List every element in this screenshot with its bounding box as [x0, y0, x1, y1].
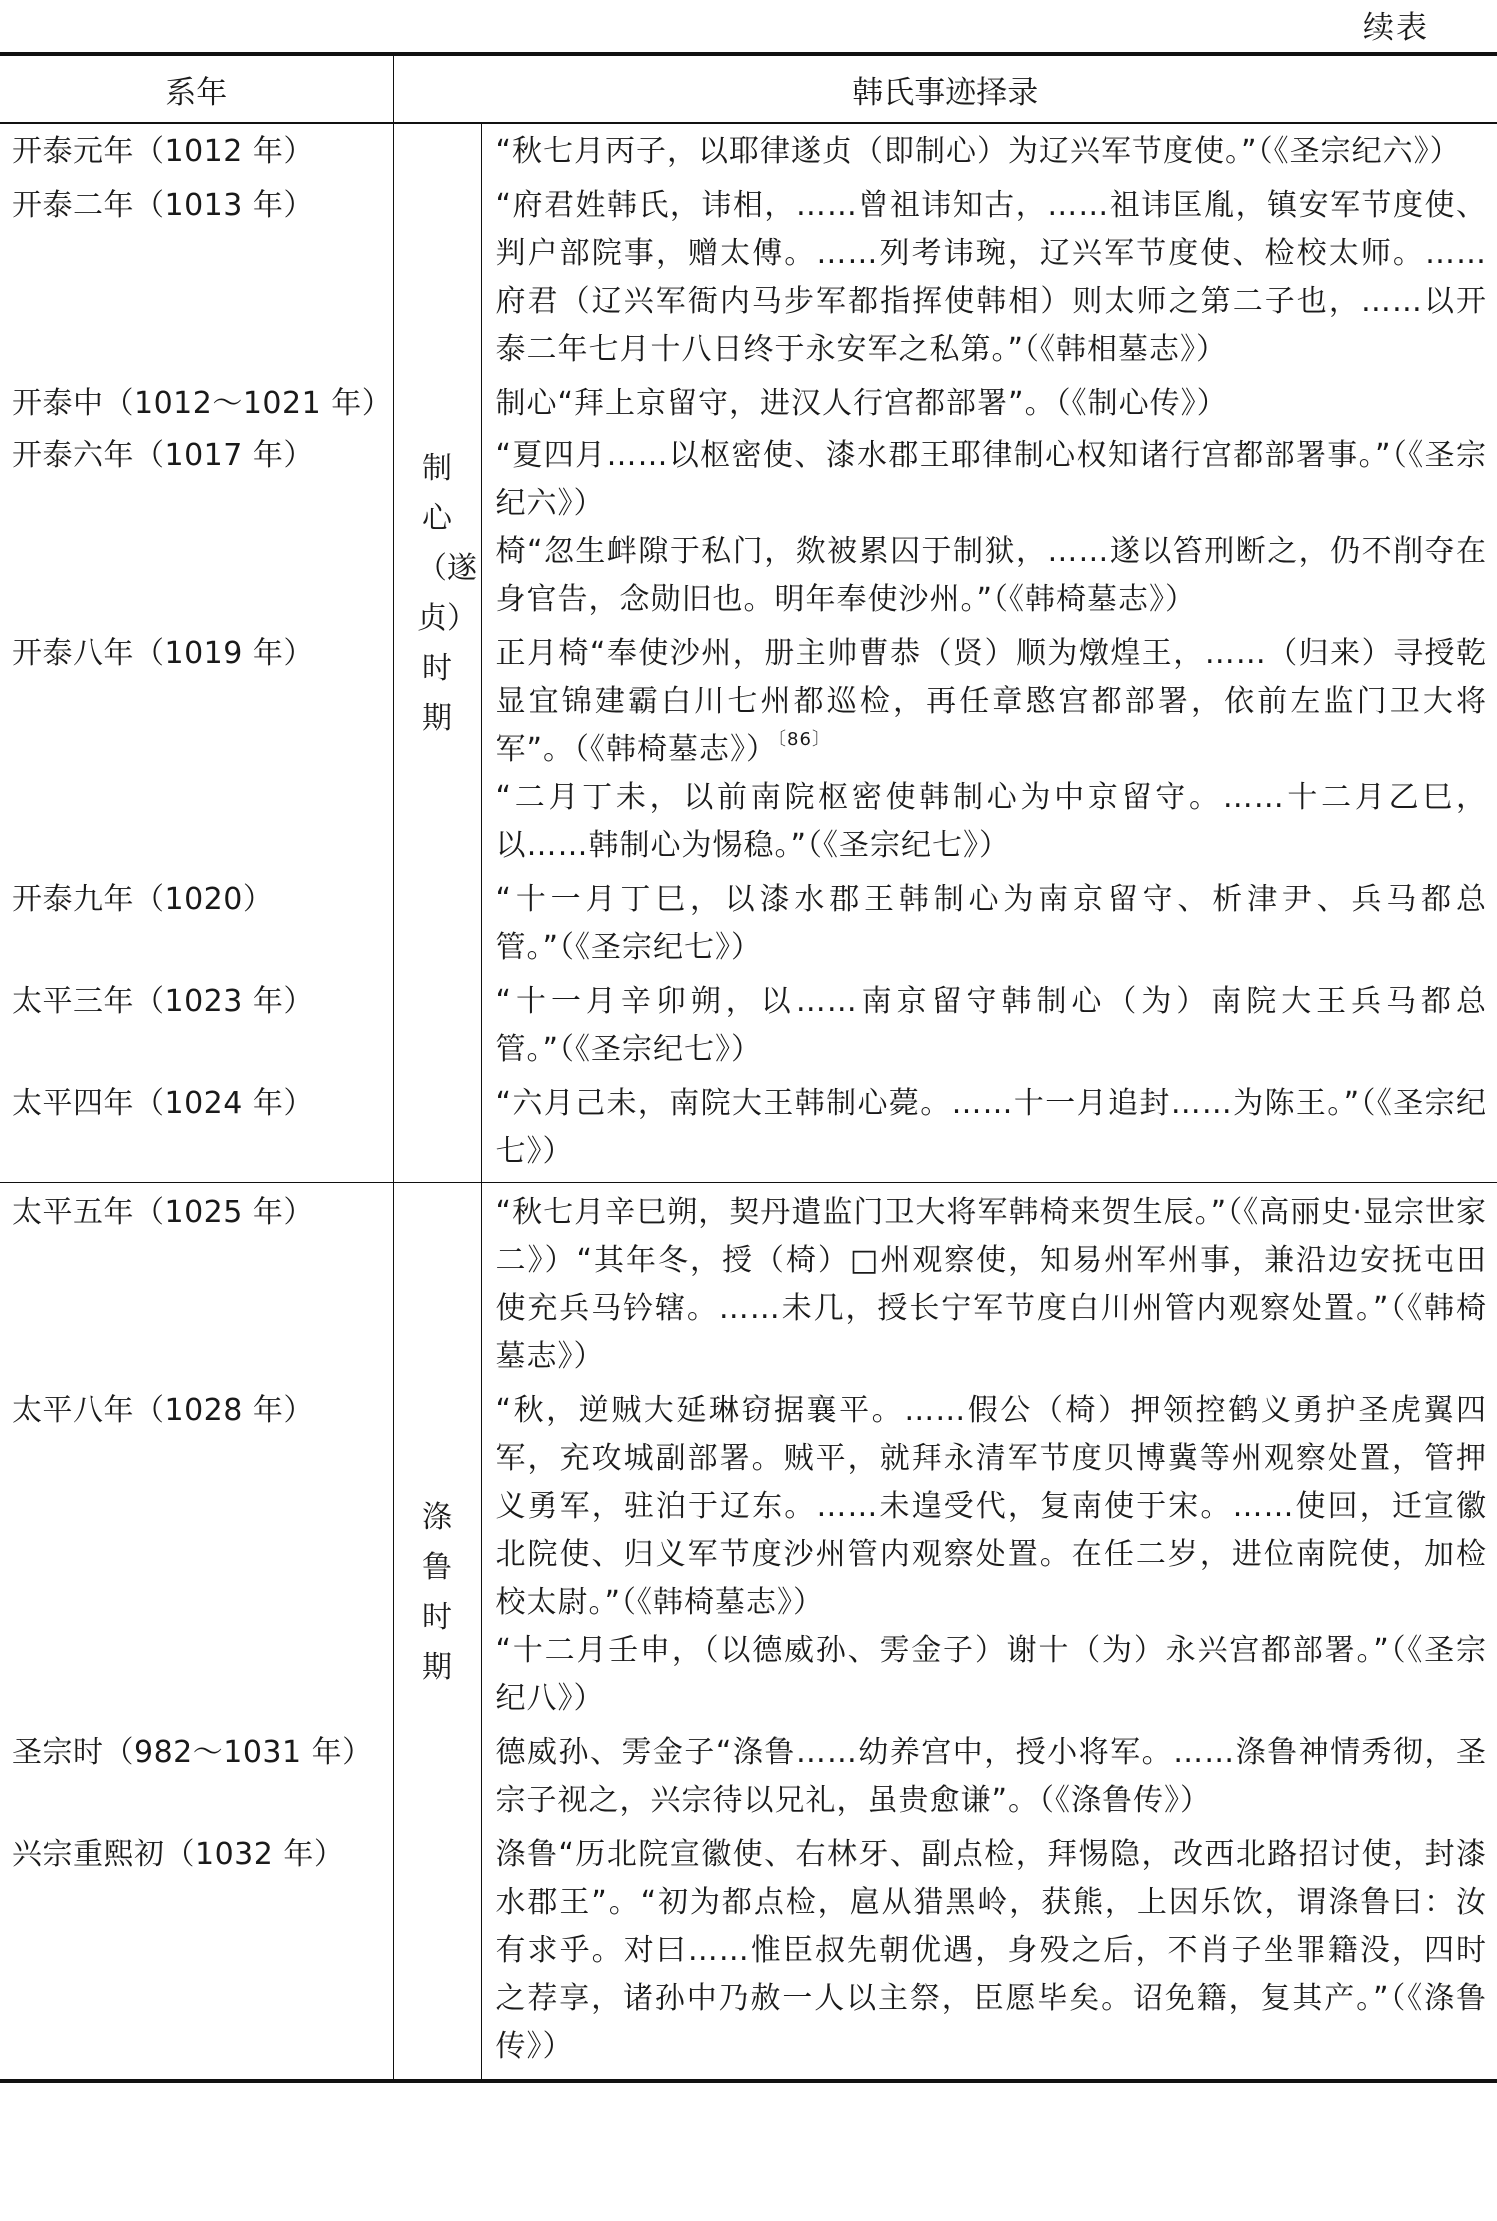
year-cell: 兴宗重熙初（1032 年） — [12, 1837, 345, 1872]
event-text: “夏四月……以枢密使、漆水郡王耶律制心权知诸行宫都部署事。”（《圣宗纪六》） — [495, 438, 1487, 521]
year-cell: 开泰六年（1017 年） — [12, 438, 314, 473]
event-text — [496, 630, 1488, 774]
table-row — [0, 176, 1497, 374]
year-cell: 开泰八年（1019 年） — [12, 636, 314, 671]
events-cell — [481, 374, 1497, 428]
year-cell: 开泰二年（1013 年） — [12, 188, 314, 223]
event-text: “秋七月丙子，以耶律遂贞（即制心）为辽兴军节度使。”（《圣宗纪六》） — [495, 134, 1461, 169]
period-cell-dilu — [393, 1183, 481, 2080]
event-text: 德威孙、雱金子“涤鲁……幼养宫中，授小将军。……涤鲁神情秀彻，圣宗子视之，兴宗待以兄礼，虽贵愈谦”。（《涤鲁传》） — [495, 1735, 1487, 1818]
event-text: “秋，逆贼大延琳窃据襄平。……假公（椅）押领控鹤义勇护圣虎翼四军，充攻城副部署。贼平，就拜永清军节度贝博冀等州观察处置，管押义勇军，驻泊于辽东。……未遑受代，复南使于宋。……使回，迁宣徽北院使、归义军节度沙州管内观察处置。在任二岁，进位南院使，加检校太尉。”（《韩椅墓志》） — [495, 1393, 1487, 1620]
events-cell — [481, 624, 1497, 870]
table-row — [0, 870, 1497, 972]
year-cell: 太平八年（1028 年） — [12, 1393, 314, 1428]
events-cell — [481, 1183, 1497, 1382]
event-text: “十二月壬申，（以德威孙、雱金子）谢十（为）永兴宫都部署。”（《圣宗纪八》） — [495, 1633, 1487, 1716]
event-text-part: 正月椅“奉使沙州，册主帅曹恭（贤）顺为燉煌王，……（归来）寻授乾显宜锦建霸白川七州都巡检，再任章愍宫都部署，依前左监门卫大将军”。（《韩椅墓志》） — [495, 636, 1487, 767]
event-text: “二月丁未，以前南院枢密使韩制心为中京留守。……十二月乙巳，以……韩制心为惕稳。”（《圣宗纪七》） — [495, 780, 1487, 863]
header-year: 系年 — [0, 54, 393, 123]
event-text: 制心“拜上京留守，进汉人行宫都部署”。（《制心传》） — [495, 386, 1228, 421]
events-cell — [481, 1825, 1497, 2079]
table-bottom-rule — [0, 2079, 1497, 2083]
table-row — [0, 1381, 1497, 1723]
event-text: “府君姓韩氏，讳相，……曾祖讳知古，……祖讳匡胤，镇安军节度使、判户部院事，赠太傅。……列考讳琬，辽兴军节度使、检校太师。……府君（辽兴军衙内马步军都指挥使韩相）则太师之第二子也，……以开泰二年七月十八日终于永安军之私第。”（《韩相墓志》） — [495, 188, 1487, 367]
year-cell: 太平五年（1025 年） — [0, 1183, 393, 1382]
year-cell: 太平四年（1024 年） — [12, 1086, 314, 1121]
chronology-table — [0, 52, 1497, 2079]
table-row — [0, 624, 1497, 870]
table-row — [0, 428, 1497, 624]
event-text: “十一月辛卯朔，以……南京留守韩制心（为）南院大王兵马都总管。”（《圣宗纪七》） — [495, 984, 1487, 1067]
year-cell: 开泰元年（1012 年） — [12, 134, 314, 169]
year-cell: 开泰九年（1020） — [12, 882, 274, 917]
table-row — [0, 374, 1497, 428]
event-text: “六月己未，南院大王韩制心薨。……十一月追封……为陈王。”（《圣宗纪七》） — [495, 1086, 1487, 1169]
event-text: “秋七月辛巳朔，契丹遣监门卫大将军韩椅来贺生辰。”（《高丽史·显宗世家二》）“其年冬，授（椅）□州观察使，知易州军州事，兼沿边安抚屯田使充兵马钤辖。……未几，授长宁军节度白川州管内观察处置。”（《韩椅墓志》） — [495, 1195, 1487, 1374]
event-text: 涤鲁“历北院宣徽使、右林牙、副点检，拜惕隐，改西北路招讨使，封漆水郡王”。“初为都点检，扈从猎黑岭，获熊，上因乐饮，谓涤鲁曰：汝有求乎。对曰……惟臣叔先朝优遇，身殁之后，不肖子坐罪籍没，四时之荐享，诸孙中乃赦一人以主祭，臣愿毕矣。诏免籍，复其产。”（《涤鲁传》） — [495, 1837, 1487, 2064]
table-row — [0, 972, 1497, 1074]
period-label: 制心（遂贞）时期 — [417, 451, 477, 736]
table-row — [0, 1183, 1497, 1382]
events-cell — [481, 123, 1497, 176]
events-cell — [481, 972, 1497, 1074]
citation-mark: 〔86〕 — [777, 729, 831, 750]
events-cell — [481, 870, 1497, 972]
table-row — [0, 1825, 1497, 2079]
table-row — [0, 123, 1497, 176]
year-cell: 开泰中（1012～1021 年） — [12, 386, 393, 421]
year-cell: 圣宗时（982～1031 年） — [12, 1735, 373, 1770]
header-row — [0, 54, 1497, 123]
period-cell-zhixin — [393, 123, 481, 1183]
events-cell — [481, 1381, 1497, 1723]
events-cell — [481, 1723, 1497, 1825]
table-row — [0, 1723, 1497, 1825]
header-events: 韩氏事迹择录 — [393, 54, 1497, 123]
events-cell — [481, 428, 1497, 624]
event-text: 椅“忽生衅隙于私门，欻被累囚于制狱，……遂以笞刑断之，仍不削夺在身官告，念勋旧也。明年奉使沙州。”（《韩椅墓志》） — [495, 534, 1487, 617]
continued-label: 续表 — [1363, 10, 1429, 46]
event-text: “十一月丁巳，以漆水郡王韩制心为南京留守、析津尹、兵马都总管。”（《圣宗纪七》） — [495, 882, 1487, 965]
events-cell — [481, 1074, 1497, 1183]
events-cell — [481, 176, 1497, 374]
period-label: 涤鲁时期 — [422, 1500, 452, 1685]
table-row — [0, 1074, 1497, 1183]
year-cell: 太平三年（1023 年） — [12, 984, 314, 1019]
